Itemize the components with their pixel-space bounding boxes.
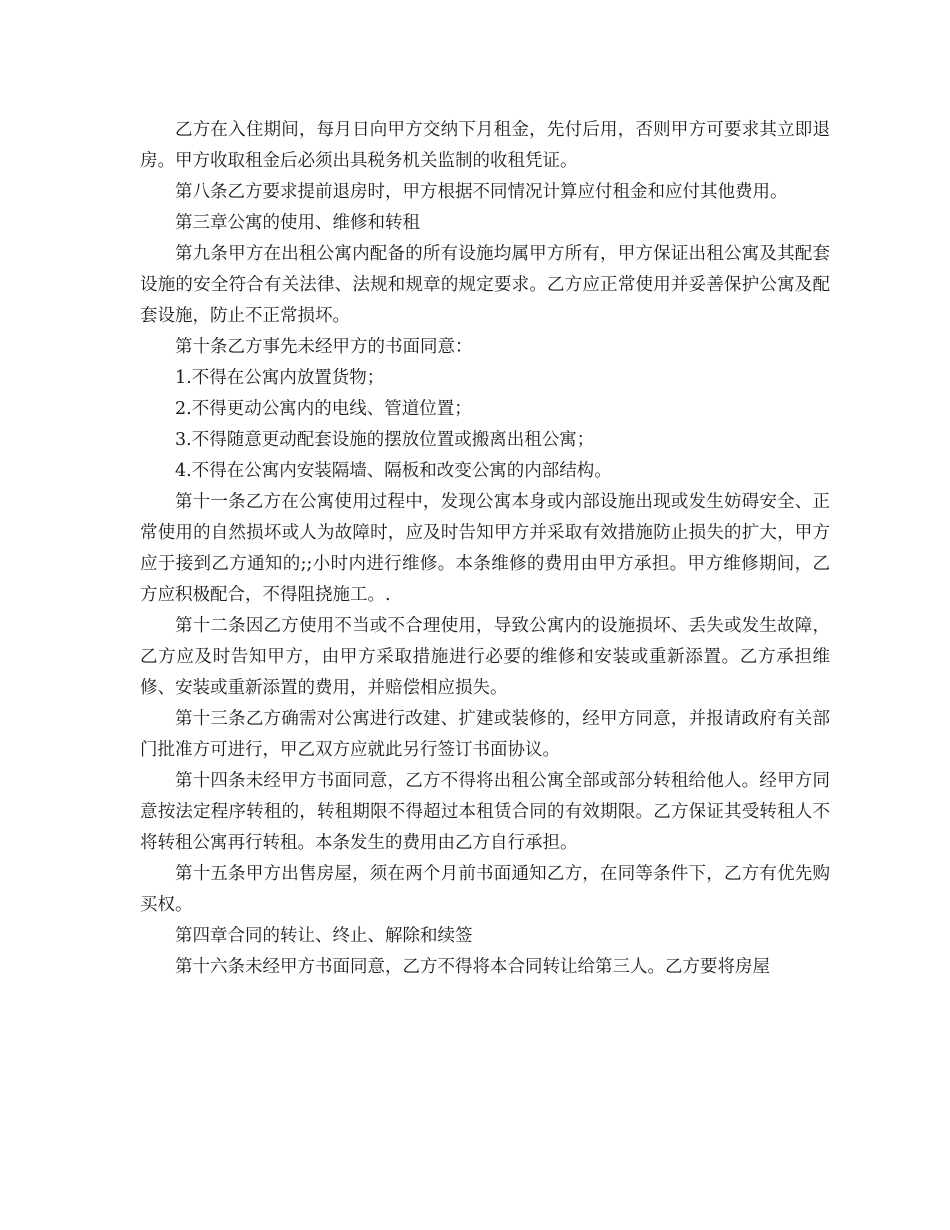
paragraph-article-15: 第十五条甲方出售房屋，须在两个月前书面通知乙方，在同等条件下，乙方有优先购买权。 bbox=[140, 864, 830, 915]
paragraph-rent-payment: 乙方在入住期间，每月日向甲方交纳下月租金，先付后用，否则甲方可要求其立即退房。甲方收取租金后必须出具税务机关监制的收租凭证。 bbox=[140, 120, 830, 171]
list-item-3: 3.不得随意更动配套设施的摆放位置或搬离出租公寓； bbox=[175, 430, 595, 450]
paragraph-article-14: 第十四条未经甲方书面同意，乙方不得将出租公寓全部或部分转租给他人。经甲方同意按法定程序转租的，转租期限不得超过本租赁合同的有效期限。乙方保证其受转租人不将转租公寓再行转租。本条发生的费用由乙方自行承担。 bbox=[140, 771, 830, 853]
paragraph-article-10: 第十条乙方事先未经甲方的书面同意： bbox=[175, 337, 473, 357]
paragraph-article-13: 第十三条乙方确需对公寓进行改建、扩建或装修的，经甲方同意，并报请政府有关部门批准方可进行，甲乙双方应就此另行签订书面协议。 bbox=[140, 709, 830, 760]
paragraph-article-9: 第九条甲方在出租公寓内配备的所有设施均属甲方所有，甲方保证出租公寓及其配套设施的安全符合有关法律、法规和规章的规定要求。乙方应正常使用并妥善保护公寓及配套设施，防止不正常损坏。 bbox=[140, 244, 830, 326]
paragraph-article-8: 第八条乙方要求提前退房时，甲方根据不同情况计算应付租金和应付其他费用。 bbox=[175, 182, 788, 202]
list-item-2: 2.不得更动公寓内的电线、管道位置； bbox=[175, 399, 472, 419]
list-item-1: 1.不得在公寓内放置货物； bbox=[175, 368, 385, 388]
chapter-3-heading: 第三章公寓的使用、维修和转租 bbox=[175, 213, 420, 233]
paragraph-article-12: 第十二条因乙方使用不当或不合理使用，导致公寓内的设施损坏、丢失或发生故障，乙方应及时告知甲方，由甲方采取措施进行必要的维修和安装或重新添置。乙方承担维修、安装或重新添置的费用，并赔偿相应损失。 bbox=[140, 616, 830, 698]
paragraph-article-16: 第十六条未经甲方书面同意，乙方不得将本合同转让给第三人。乙方要将房屋 bbox=[175, 957, 770, 977]
document-body bbox=[140, 115, 830, 983]
list-item-4: 4.不得在公寓内安装隔墙、隔板和改变公寓的内部结构。 bbox=[175, 461, 612, 481]
paragraph-article-11: 第十一条乙方在公寓使用过程中，发现公寓本身或内部设施出现或发生妨碍安全、正常使用的自然损坏或人为故障时，应及时告知甲方并采取有效措施防止损失的扩大，甲方应于接到乙方通知的;;小时内进行维修。本条维修的费用由甲方承担。甲方维修期间，乙方应积极配合，不得阻挠施工。. bbox=[140, 492, 830, 605]
chapter-4-heading: 第四章合同的转让、终止、解除和续签 bbox=[175, 926, 473, 946]
